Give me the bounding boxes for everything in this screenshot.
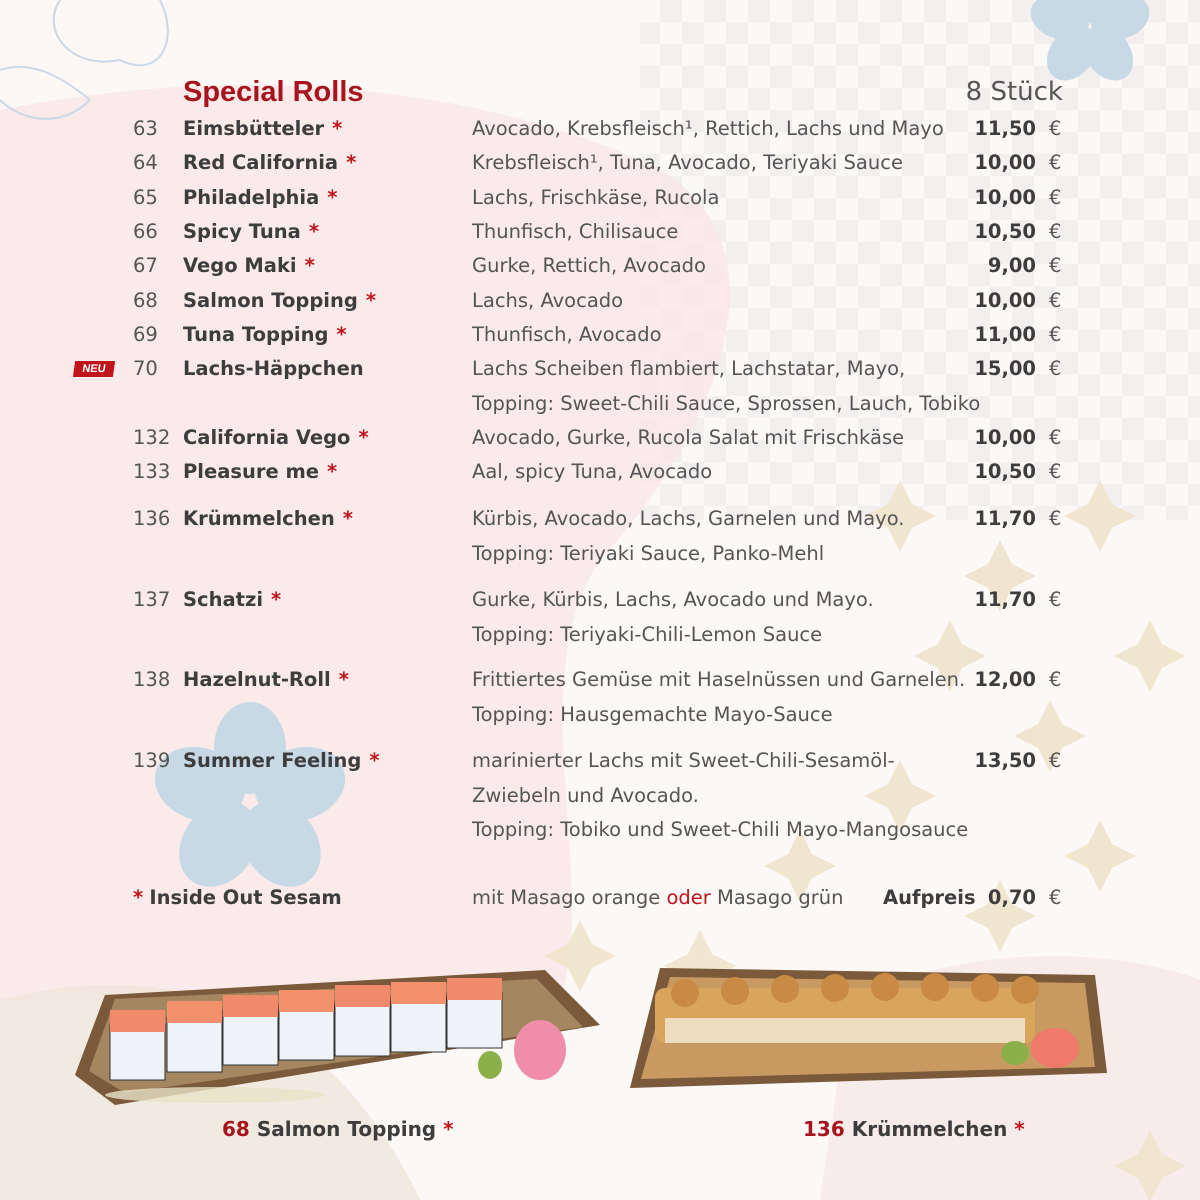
item-description: Lachs, Frischkäse, Rucola — [472, 186, 720, 209]
currency-symbol: € — [1049, 289, 1062, 312]
menu-item — [0, 215, 1200, 249]
section-title: Special Rolls — [183, 76, 364, 108]
surcharge-price: 0,70 — [987, 886, 1036, 909]
item-price: 10,00 — [974, 426, 1036, 449]
item-name-text: California Vego — [183, 426, 351, 449]
menu-item — [0, 146, 1200, 180]
item-number: 67 — [133, 254, 158, 277]
item-name-text: Tuna Topping — [183, 323, 329, 346]
item-name — [183, 112, 342, 146]
item-name — [183, 318, 347, 352]
item-number: 133 — [133, 460, 171, 483]
item-name-text: Vego Maki — [183, 254, 297, 277]
star-marker: * — [327, 186, 338, 209]
star-marker: * — [338, 668, 349, 691]
piece-count: 8 Stück — [965, 77, 1063, 107]
star-marker: * — [342, 507, 353, 530]
menu-item-continuation — [0, 698, 1200, 732]
menu-item — [0, 112, 1200, 146]
salmon-topping-photo — [75, 965, 605, 1110]
item-name-text: Eimsbütteler — [183, 117, 325, 140]
star-marker: * — [308, 220, 320, 243]
currency-symbol: € — [1049, 186, 1062, 209]
currency-symbol: € — [1049, 117, 1062, 140]
menu-item — [0, 284, 1200, 318]
menu-item — [0, 455, 1200, 489]
item-number: 64 — [133, 151, 158, 174]
item-name — [183, 663, 349, 697]
menu-item — [0, 583, 1200, 617]
item-description: Thunfisch, Chilisauce — [472, 220, 679, 243]
item-number: 137 — [133, 588, 171, 611]
star-marker: * — [358, 426, 369, 449]
item-number: 69 — [133, 323, 158, 346]
item-number: 65 — [133, 186, 158, 209]
item-description-line: Topping: Tobiko und Sweet-Chili Mayo-Mangosauce — [472, 818, 969, 841]
item-description: Avocado, Krebsfleisch¹, Rettich, Lachs und Mayo — [472, 117, 944, 140]
currency-symbol: € — [1049, 151, 1062, 174]
currency-symbol: € — [1049, 357, 1062, 380]
item-name-text: Lachs-Häppchen — [183, 357, 364, 380]
item-number: 139 — [133, 749, 171, 772]
footnote-text: mit Masago orange oder Masago grün — [472, 886, 844, 909]
menu-item-continuation — [0, 537, 1200, 571]
item-description: marinierter Lachs mit Sweet-Chili-Sesamöl- — [472, 749, 895, 772]
item-description: Gurke, Kürbis, Lachs, Avocado und Mayo. — [472, 588, 874, 611]
item-name — [183, 502, 353, 536]
surcharge-label: Aufpreis — [883, 886, 976, 909]
item-name — [183, 455, 337, 489]
photo-caption-2: 136 Krümmelchen * — [803, 1117, 1025, 1141]
item-name-text: Summer Feeling — [183, 749, 362, 772]
item-name-text: Hazelnut-Roll — [183, 668, 331, 691]
item-price: 10,00 — [974, 151, 1036, 174]
item-number: 70 — [133, 357, 158, 380]
item-description: Aal, spicy Tuna, Avocado — [472, 460, 713, 483]
currency-symbol: € — [1049, 460, 1062, 483]
item-name-text: Krümmelchen — [183, 507, 335, 530]
item-description: Lachs Scheiben flambiert, Lachstatar, Mayo, — [472, 357, 906, 380]
currency-symbol: € — [1049, 220, 1062, 243]
menu-item — [0, 744, 1200, 778]
item-name-text: Spicy Tuna — [183, 220, 301, 243]
item-description: Lachs, Avocado — [472, 289, 624, 312]
item-price: 10,00 — [974, 289, 1036, 312]
currency-symbol: € — [1049, 668, 1062, 691]
star-marker: * — [271, 588, 282, 611]
item-description: Frittiertes Gemüse mit Haselnüssen und Garnelen. — [472, 668, 966, 691]
item-name — [183, 583, 281, 617]
star-marker: * — [327, 460, 338, 483]
item-price: 11,70 — [974, 588, 1036, 611]
item-description-line: Topping: Teriyaki Sauce, Panko-Mehl — [472, 541, 825, 565]
item-price: 12,00 — [974, 668, 1036, 691]
item-name — [183, 249, 315, 283]
item-number: 68 — [133, 289, 158, 312]
menu-item-continuation — [0, 618, 1200, 652]
footnote-label: Inside Out Sesam — [149, 886, 342, 909]
item-number: 136 — [133, 507, 171, 530]
star-marker: * — [332, 117, 343, 140]
item-number: 138 — [133, 668, 171, 691]
menu-item — [0, 249, 1200, 283]
menu-item-continuation — [0, 813, 1200, 847]
item-description: Avocado, Gurke, Rucola Salat mit Frischkäse — [472, 426, 905, 449]
item-name — [183, 146, 356, 180]
currency-symbol: € — [1049, 323, 1062, 346]
menu-item-continuation — [0, 779, 1200, 813]
currency-symbol: € — [1049, 254, 1062, 277]
menu-item — [0, 352, 1200, 386]
new-badge: NEU — [73, 361, 115, 377]
item-name-text: Red California — [183, 151, 339, 174]
item-price: 9,00 — [987, 254, 1036, 277]
item-description: Gurke, Rettich, Avocado — [472, 254, 706, 277]
kruemmelchen-photo — [625, 963, 1110, 1095]
item-name — [183, 744, 380, 778]
item-description-line: Topping: Teriyaki-Chili-Lemon Sauce — [472, 622, 823, 646]
item-price: 11,70 — [974, 507, 1036, 530]
item-price: 10,50 — [974, 460, 1036, 483]
item-name — [183, 352, 364, 386]
currency-symbol: € — [1049, 426, 1062, 449]
item-description: Krebsfleisch¹, Tuna, Avocado, Teriyaki Sauce — [472, 151, 903, 174]
menu-item — [0, 421, 1200, 455]
item-name-text: Schatzi — [183, 588, 263, 611]
item-description-line: Zwiebeln und Avocado. — [472, 783, 699, 807]
currency-symbol: € — [1049, 886, 1062, 909]
currency-symbol: € — [1049, 507, 1062, 530]
item-name — [183, 215, 319, 249]
item-description-line: Topping: Sweet-Chili Sauce, Sprossen, Lauch, Tobiko — [472, 391, 981, 415]
item-price: 11,00 — [974, 323, 1036, 346]
menu-item — [0, 502, 1200, 536]
menu-item — [0, 663, 1200, 697]
item-number: 66 — [133, 220, 158, 243]
item-description-line: Topping: Hausgemachte Mayo-Sauce — [472, 702, 833, 726]
item-price: 13,50 — [974, 749, 1036, 772]
item-price: 10,00 — [974, 186, 1036, 209]
star-marker: * — [304, 254, 315, 277]
footnote-row — [0, 881, 1200, 915]
item-price: 15,00 — [974, 357, 1036, 380]
star-marker: * — [365, 289, 377, 312]
menu-item — [0, 318, 1200, 352]
item-name-text: Salmon Topping — [183, 289, 358, 312]
star-marker: * — [369, 749, 380, 772]
item-description: Thunfisch, Avocado — [472, 323, 662, 346]
item-name — [183, 421, 369, 455]
item-description: Kürbis, Avocado, Lachs, Garnelen und Mayo. — [472, 507, 905, 530]
currency-symbol: € — [1049, 749, 1062, 772]
star-marker: * — [336, 323, 347, 346]
item-number: 132 — [133, 426, 171, 449]
item-name — [183, 284, 376, 318]
item-number: 63 — [133, 117, 158, 140]
item-price: 10,50 — [974, 220, 1036, 243]
menu-item-continuation — [0, 387, 1200, 421]
item-name-text: Pleasure me — [183, 460, 320, 483]
star-marker: * — [346, 151, 357, 174]
item-name-text: Philadelphia — [183, 186, 320, 209]
currency-symbol: € — [1049, 588, 1062, 611]
menu-item — [0, 181, 1200, 215]
item-price: 11,50 — [974, 117, 1036, 140]
star-marker: * — [133, 886, 144, 909]
photo-caption-1: 68 Salmon Topping * — [222, 1117, 454, 1141]
item-name — [183, 181, 337, 215]
